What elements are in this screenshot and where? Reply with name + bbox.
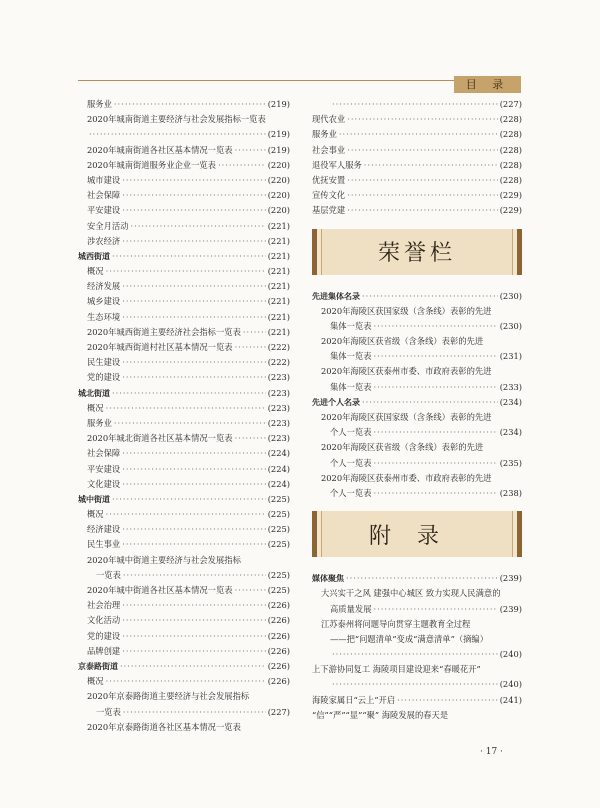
toc-entry-title: 2020年京泰路街道主要经济与社会发展指标 <box>87 691 250 702</box>
toc-entry-title: 城西街道 <box>78 251 110 261</box>
toc-entry[interactable] <box>312 127 522 142</box>
toc-section-heading[interactable] <box>78 659 290 674</box>
toc-entry-title: 优抚安置 <box>312 174 346 185</box>
toc-entry-title: 2020年城西街道主要经济社会指标一览表 <box>87 326 241 337</box>
toc-entry-title: 集体一览表 <box>330 351 372 362</box>
toc-entry[interactable] <box>78 613 290 628</box>
toc-leader-dots <box>122 462 265 477</box>
toc-page-number: (239) <box>499 603 522 614</box>
toc-page-number: (223) <box>267 387 290 398</box>
toc-entry-title: 2020年城南街道服务业企业一览表 <box>87 159 216 170</box>
toc-page-number: (234) <box>499 396 522 407</box>
toc-leader-dots <box>122 203 265 218</box>
toc-entry[interactable] <box>312 662 522 677</box>
toc-page-number: (240) <box>499 649 522 660</box>
toc-leader-dots <box>235 583 266 598</box>
toc-entry[interactable] <box>78 97 290 112</box>
toc-page-number: (225) <box>267 524 290 535</box>
toc-entry-title: 经济发展 <box>87 281 121 292</box>
toc-entry-title: 文化建设 <box>87 478 121 489</box>
toc-section-heading[interactable] <box>78 492 290 507</box>
toc-page-number: (226) <box>267 615 290 626</box>
toc-entry[interactable] <box>312 364 522 379</box>
toc-leader-dots <box>362 395 498 410</box>
toc-entry[interactable] <box>78 537 290 552</box>
toc-entry-title: 京泰路街道 <box>78 661 118 671</box>
toc-entry-title: 上下游协同复工 海陵项目建设迎来“春暖花开” <box>312 664 481 675</box>
toc-entry[interactable] <box>78 279 290 294</box>
toc-page-number: (239) <box>499 573 522 584</box>
toc-entry-title: 2020年海陵区获国家级（含条线）表彰的先进 <box>321 412 492 422</box>
toc-entry-title: 个人一览表 <box>330 457 372 468</box>
toc-leader-dots <box>347 143 497 158</box>
toc-entry-title: 党的建设 <box>87 630 121 641</box>
toc-leader-dots <box>397 693 498 708</box>
toc-entry[interactable] <box>312 632 522 647</box>
toc-entry-title: 民生事业 <box>87 539 121 550</box>
toc-leader-dots <box>218 158 266 173</box>
toc-leader-dots <box>122 446 265 461</box>
toc-entry[interactable] <box>78 598 290 613</box>
toc-entry[interactable] <box>78 325 290 340</box>
toc-leader-dots <box>122 310 265 325</box>
toc-entry-title: 民生建设 <box>87 357 121 368</box>
toc-entry[interactable] <box>78 674 290 689</box>
toc-leader-dots <box>131 219 266 234</box>
toc-entry-title: 涉农经济 <box>87 235 121 246</box>
toc-leader-dots <box>120 659 266 674</box>
toc-entry[interactable] <box>312 647 522 662</box>
toc-entry[interactable] <box>78 127 290 142</box>
toc-entry-title: 服务业 <box>87 99 112 109</box>
toc-page-number: (225) <box>267 569 290 580</box>
toc-entry-title: 概况 <box>87 402 104 413</box>
toc-entry-title: 一览表 <box>96 706 121 717</box>
toc-page-number: (228) <box>499 144 522 155</box>
toc-entry[interactable] <box>78 431 290 446</box>
toc-leader-dots <box>122 644 265 659</box>
toc-leader-dots <box>112 492 266 507</box>
toc-leader-dots <box>243 325 266 340</box>
toc-page-number: (228) <box>499 114 522 125</box>
toc-entry[interactable] <box>78 629 290 644</box>
toc-page-number: (240) <box>499 679 522 690</box>
toc-leader-dots <box>106 507 266 522</box>
toc-leader-dots <box>122 629 265 644</box>
toc-entry[interactable] <box>78 705 290 720</box>
toc-page-number: (221) <box>267 326 290 337</box>
toc-entry[interactable] <box>312 693 522 708</box>
toc-leader-dots <box>122 173 265 188</box>
toc-page-number: (228) <box>499 174 522 185</box>
toc-entry[interactable] <box>78 416 290 431</box>
toc-entry-title: 先进集体名录 <box>312 291 360 301</box>
toc-page-number: (219) <box>267 129 290 140</box>
toc-entry[interactable] <box>78 446 290 461</box>
toc-entry-title: 平安建设 <box>87 463 121 474</box>
toc-leader-dots <box>332 97 498 112</box>
toc-leader-dots <box>332 647 498 662</box>
toc-entry-title: 生态环境 <box>87 311 121 322</box>
toc-entry-title: 2020年海陵区获泰州市委、市政府表彰的先进 <box>321 366 492 377</box>
toc-page-number: (223) <box>267 433 290 444</box>
toc-page-number: (231) <box>499 351 522 362</box>
toc-entry-title: 宣传文化 <box>312 190 346 201</box>
toc-section-heading[interactable] <box>312 289 522 304</box>
toc-entry-title: 2020年城南街道主要经济与社会发展指标一览表 <box>87 114 266 125</box>
toc-entry-title: 2020年城中街道主要经济与社会发展指标 <box>87 554 241 565</box>
toc-leader-dots <box>374 380 498 395</box>
toc-entry-title: 概况 <box>87 509 104 520</box>
toc-page-number: (233) <box>499 381 522 392</box>
toc-leader-dots <box>374 486 498 501</box>
toc-page-number: (225) <box>267 509 290 520</box>
toc-page-number: (227) <box>267 706 290 717</box>
toc-entry[interactable] <box>312 380 522 395</box>
toc-entry[interactable] <box>312 425 522 440</box>
toc-page-number: (235) <box>499 457 522 468</box>
toc-entry[interactable] <box>312 203 522 218</box>
toc-leader-dots <box>374 456 498 471</box>
toc-right-column <box>312 97 522 723</box>
toc-entry-title: 媒体聚焦 <box>312 574 344 584</box>
toc-page-number: (241) <box>499 694 522 705</box>
toc-entry[interactable] <box>78 234 290 249</box>
toc-entry[interactable] <box>78 203 290 218</box>
toc-entry-title: 2020年城西街道村社区基本情况一览表 <box>87 342 233 352</box>
toc-honor-list <box>312 289 522 502</box>
toc-page-number: (220) <box>267 190 290 201</box>
toc-appendix-list <box>312 571 522 723</box>
toc-leader-dots <box>122 613 265 628</box>
toc-entry[interactable] <box>78 401 290 416</box>
toc-leader-dots <box>362 289 498 304</box>
toc-page-number: (219) <box>267 99 290 109</box>
toc-entry[interactable] <box>78 219 290 234</box>
toc-page-number: (221) <box>267 220 290 231</box>
toc-page-number: (225) <box>267 585 290 595</box>
toc-section-heading[interactable] <box>312 395 522 410</box>
toc-leader-dots <box>235 431 266 446</box>
toc-page-number: (221) <box>267 235 290 246</box>
toc-leader-dots <box>122 522 265 537</box>
toc-entry-title: 城北街道 <box>78 388 110 398</box>
toc-page-number: (226) <box>267 600 290 611</box>
toc-entry[interactable] <box>78 370 290 385</box>
toc-page-number: (224) <box>267 478 290 489</box>
toc-entry[interactable] <box>78 644 290 659</box>
toc-entry[interactable] <box>78 143 290 158</box>
toc-leader-dots <box>347 173 497 188</box>
toc-page-number: (226) <box>267 660 290 671</box>
toc-leader-dots <box>122 355 265 370</box>
toc-entry[interactable] <box>78 188 290 203</box>
toc-page-number: (234) <box>499 427 522 438</box>
toc-leader-dots <box>112 249 266 264</box>
toc-page-number: (220) <box>267 205 290 216</box>
toc-entry-title: ——把“问题清单”变成“满意清单”（摘编） <box>330 633 489 644</box>
toc-leader-dots <box>106 401 266 416</box>
toc-entry[interactable] <box>78 173 290 188</box>
appendix-section-banner <box>312 511 522 557</box>
toc-page-number: (228) <box>499 159 522 170</box>
toc-entry-title: 2020年城南街道各社区基本情况一览表 <box>87 144 233 155</box>
toc-entry[interactable] <box>78 355 290 370</box>
toc-entry-title: 社会保障 <box>87 448 121 459</box>
toc-entry[interactable] <box>312 677 522 692</box>
toc-leader-dots <box>347 112 497 127</box>
toc-leader-dots <box>122 294 265 309</box>
toc-entry-title: 现代农业 <box>312 114 346 125</box>
toc-leader-dots <box>123 705 266 720</box>
toc-entry-title: 社会保障 <box>87 190 121 201</box>
toc-page-number: (230) <box>499 320 522 331</box>
toc-entry[interactable] <box>312 440 522 455</box>
toc-entry-title: 社会事业 <box>312 144 346 155</box>
toc-entry-title: 服务业 <box>87 417 112 428</box>
toc-entry[interactable] <box>78 310 290 325</box>
toc-entry[interactable] <box>78 568 290 583</box>
toc-entry[interactable] <box>78 158 290 173</box>
toc-page-number: (228) <box>499 129 522 140</box>
toc-right-top-list <box>312 97 522 219</box>
toc-entry-title: 平安建设 <box>87 205 121 216</box>
toc-entry[interactable] <box>312 456 522 471</box>
toc-leader-dots <box>122 370 265 385</box>
toc-entry-title: 大兴实干之风 建强中心城区 致力实现人民满意的 <box>321 588 501 599</box>
toc-leader-dots <box>364 158 498 173</box>
toc-entry[interactable] <box>78 720 290 735</box>
toc-entry-title: “信”“严”“显”“聚” 海陵发展的春天是 <box>312 709 449 720</box>
toc-entry-title: 2020年海陵区获国家级（含条线）表彰的先进 <box>321 305 492 316</box>
toc-entry-title: 经济建设 <box>87 524 121 535</box>
toc-page-number: (223) <box>267 417 290 428</box>
toc-page-number: (221) <box>267 311 290 322</box>
toc-entry-title: 2020年海陵区获省级（含条线）表彰的先进 <box>321 336 484 347</box>
toc-entry[interactable] <box>312 188 522 203</box>
toc-page-number: (221) <box>267 266 290 277</box>
toc-page-number: (224) <box>267 448 290 459</box>
toc-page-number: (230) <box>499 290 522 301</box>
toc-page-number: (223) <box>267 402 290 413</box>
toc-entry-title: 文化活动 <box>87 615 121 626</box>
toc-entry-title: 江苏泰州将问题导向贯穿主题教育全过程 <box>321 618 471 629</box>
toc-entry-title: 海陵家属日“云上”开启 <box>312 694 396 705</box>
toc-entry-title: 退役军人服务 <box>312 159 362 170</box>
toc-entry[interactable] <box>312 602 522 617</box>
toc-entry[interactable] <box>312 486 522 501</box>
toc-entry[interactable] <box>78 462 290 477</box>
toc-entry[interactable] <box>312 143 522 158</box>
toc-entry[interactable] <box>312 112 522 127</box>
toc-entry-title: 城中街道 <box>78 494 110 504</box>
toc-entry[interactable] <box>312 173 522 188</box>
toc-leader-dots <box>106 674 266 689</box>
toc-entry-title: 高质量发展 <box>330 603 372 614</box>
toc-entry[interactable] <box>312 586 522 601</box>
toc-page-number: (225) <box>267 539 290 550</box>
toc-page-number: (219) <box>267 144 290 155</box>
toc-leader-dots <box>235 143 266 158</box>
appendix-banner-title: 附录 <box>321 511 513 557</box>
toc-entry[interactable] <box>312 304 522 319</box>
toc-entry-title: 2020年海陵区获泰州市委、市政府表彰的先进 <box>321 472 492 483</box>
toc-entry[interactable] <box>312 617 522 632</box>
toc-leader-dots <box>122 537 265 552</box>
toc-entry-title: 集体一览表 <box>330 381 372 392</box>
toc-leader-dots <box>114 97 266 112</box>
toc-entry[interactable] <box>312 410 522 425</box>
toc-left-column <box>78 97 290 735</box>
toc-page-number: (220) <box>267 159 290 170</box>
toc-entry[interactable] <box>78 264 290 279</box>
toc-leader-dots <box>122 477 265 492</box>
toc-entry-title: 党的建设 <box>87 372 121 383</box>
toc-leader-dots <box>347 203 497 218</box>
toc-entry-title: 服务业 <box>312 129 337 140</box>
toc-page-number: (221) <box>267 250 290 261</box>
toc-section-heading[interactable] <box>78 249 290 264</box>
toc-section-heading[interactable] <box>78 386 290 401</box>
toc-page-number: (221) <box>267 281 290 292</box>
toc-entry-title: 概况 <box>87 266 104 277</box>
toc-entry-title: 城乡建设 <box>87 296 121 307</box>
toc-entry[interactable] <box>312 97 522 112</box>
toc-leader-dots <box>123 568 266 583</box>
toc-entry[interactable] <box>78 294 290 309</box>
toc-entry-title: 2020年京泰路街道各社区基本情况一览表 <box>87 721 241 732</box>
toc-leader-dots <box>374 425 498 440</box>
toc-entry[interactable] <box>78 689 290 704</box>
toc-entry-title: 先进个人名录 <box>312 397 360 407</box>
toc-entry[interactable] <box>78 477 290 492</box>
toc-page-number: (224) <box>267 463 290 474</box>
toc-leader-dots <box>374 319 498 334</box>
toc-page-number: (223) <box>267 372 290 383</box>
toc-entry-title: 社会治理 <box>87 600 121 611</box>
toc-page-number: (227) <box>499 99 522 109</box>
toc-entry-title: 2020年城中街道各社区基本情况一览表 <box>87 585 233 595</box>
toc-entry[interactable] <box>312 349 522 364</box>
toc-page-number: (226) <box>267 645 290 656</box>
toc-leader-dots <box>374 349 498 364</box>
toc-entry-title: 2020年海陵区获省级（含条线）表彰的先进 <box>321 442 484 453</box>
toc-entry-title: 个人一览表 <box>330 487 372 498</box>
honor-banner-title: 荣誉栏 <box>321 229 513 275</box>
honor-section-banner <box>312 229 522 275</box>
toc-leader-dots <box>235 340 266 355</box>
toc-entry[interactable] <box>78 112 290 127</box>
toc-page-number: (222) <box>267 342 290 352</box>
toc-entry[interactable] <box>78 340 290 355</box>
page-number: · 17 · <box>480 747 503 757</box>
toc-entry-title: 城市建设 <box>87 174 121 185</box>
toc-entry-title: 概况 <box>87 676 104 687</box>
toc-leader-dots <box>122 598 265 613</box>
toc-entry[interactable] <box>78 522 290 537</box>
toc-entry-title: 基层党建 <box>312 205 346 216</box>
toc-entry-title: 安全月活动 <box>87 220 129 231</box>
toc-leader-dots <box>374 602 498 617</box>
toc-page-number: (226) <box>267 630 290 641</box>
toc-leader-dots <box>106 264 266 279</box>
toc-entry[interactable] <box>312 334 522 349</box>
toc-page-number: (220) <box>267 174 290 185</box>
toc-page-number: (221) <box>267 296 290 307</box>
toc-page-number: (222) <box>267 357 290 368</box>
toc-entry[interactable] <box>78 507 290 522</box>
toc-section-heading[interactable] <box>312 571 522 586</box>
toc-entry[interactable] <box>312 471 522 486</box>
toc-entry[interactable] <box>312 319 522 334</box>
toc-leader-dots <box>89 127 266 142</box>
toc-leader-dots <box>339 127 498 142</box>
toc-entry[interactable] <box>312 158 522 173</box>
toc-leader-dots <box>122 279 265 294</box>
toc-page-number: (226) <box>267 676 290 687</box>
toc-page-number: (238) <box>499 487 522 498</box>
toc-entry-title: 一览表 <box>96 569 121 580</box>
toc-page-number: (229) <box>499 205 522 216</box>
toc-leader-dots <box>332 677 498 692</box>
toc-leader-dots <box>122 188 265 203</box>
toc-leader-dots <box>114 416 266 431</box>
section-title-tab: 目 录 <box>454 76 521 93</box>
toc-entry-title: 品牌创建 <box>87 645 121 656</box>
toc-leader-dots <box>112 386 266 401</box>
toc-leader-dots <box>347 188 497 203</box>
toc-entry[interactable] <box>78 583 290 598</box>
toc-entry-title: 集体一览表 <box>330 320 372 331</box>
toc-page-number: (229) <box>499 190 522 201</box>
toc-entry[interactable] <box>312 708 522 723</box>
toc-leader-dots <box>122 234 265 249</box>
toc-leader-dots <box>346 571 498 586</box>
toc-entry-title: 2020年城北街道各社区基本情况一览表 <box>87 433 233 444</box>
toc-entry-title: 个人一览表 <box>330 427 372 438</box>
toc-page-number: (225) <box>267 493 290 504</box>
toc-entry[interactable] <box>78 553 290 568</box>
